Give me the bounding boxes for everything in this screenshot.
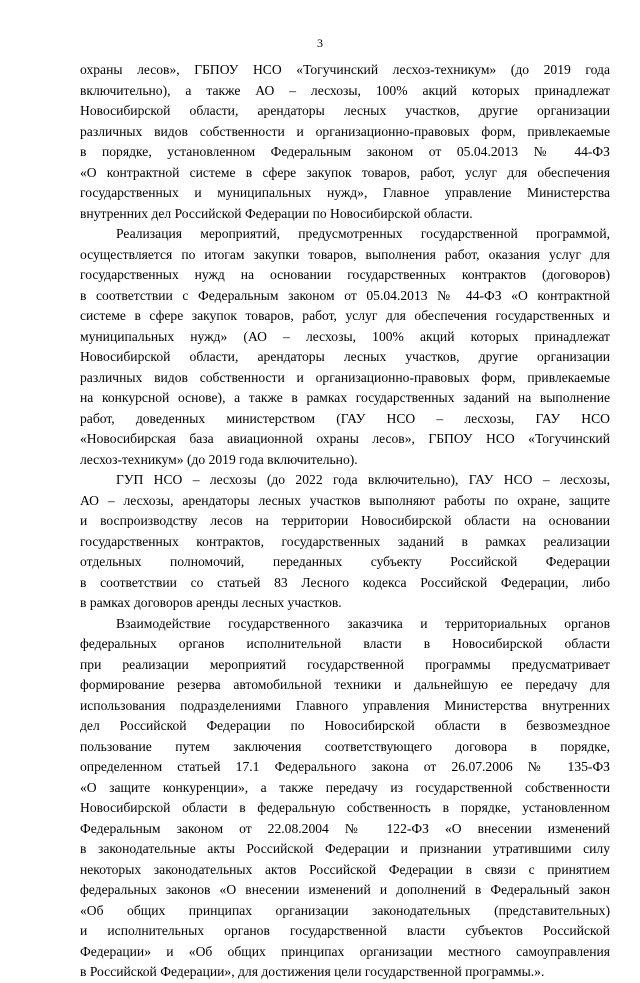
- text-line: определенном статьей 17.1 Федерального закона от 26.07.2006 № 135-ФЗ: [80, 759, 610, 774]
- text-line: в рамках договоров аренды лесных участков.: [80, 595, 342, 610]
- text-line: использования подразделениями Главного управления Министерства внутренних: [80, 697, 610, 713]
- text-line: Новосибирской области, арендаторы лесных участков, другие организации: [80, 349, 610, 364]
- text-line: и воспроизводству лесов на территории Новосибирской области на основании: [80, 513, 610, 528]
- text-line: «Новосибирская база авиационной охраны лесов», ГБПОУ НСО «Тогучинский: [80, 431, 610, 446]
- paragraph: [80, 224, 610, 470]
- text-line: охраны лесов», ГБПОУ НСО «Тогучинский лесхоз-техникум» (до 2019 года: [80, 62, 610, 77]
- page-number: 3: [317, 36, 323, 50]
- text-line: в соответствии с Федеральным законом от 05.04.2013 № 44-ФЗ «О контрактной: [80, 287, 610, 303]
- text-line: федеральных законов «О внесении изменений и дополнений в Федеральный закон: [80, 882, 610, 897]
- text-line: «Об общих принципах организации законодательных (представительных): [80, 902, 610, 918]
- text-line: при реализации мероприятий государственной программы предусматривает: [80, 656, 610, 672]
- text-line: АО – лесхозы, арендаторы лесных участков выполняют работы по охране, защите: [80, 492, 610, 508]
- text-line: «О контрактной системе в сфере закупок товаров, работ, услуг для обеспечения: [80, 164, 610, 180]
- text-line: Новосибирской области, арендаторы лесных участков, другие организации: [80, 103, 610, 118]
- text-line: «О защите конкуренции», а также передачу из государственной собственности: [80, 779, 610, 795]
- text-line: государственных нужд на основании государственных контрактов (договоров): [80, 267, 610, 282]
- paragraph: [80, 614, 610, 983]
- text-line: различных видов собственности и организационно-правовых форм, привлекаемые: [80, 369, 610, 385]
- text-line: дел Российской Федерации по Новосибирской области в безвозмездное: [80, 718, 610, 733]
- text-line: муниципальных нужд» (АО – лесхозы, 100% акций которых принадлежат: [80, 328, 610, 344]
- text-line: и исполнительных органов государственной власти субъектов Российской: [80, 923, 610, 938]
- text-line: Новосибирской области в федеральную собственность в порядке, установленном: [80, 800, 610, 815]
- text-line: системе в сфере закупок товаров, работ, услуг для обеспечения государственных и: [80, 308, 610, 323]
- text-line: лесхоз-техникум» (до 2019 года включительно).: [80, 451, 358, 467]
- paragraph: [80, 60, 610, 224]
- text-line: Реализация мероприятий, предусмотренных государственной программой,: [116, 226, 610, 241]
- text-line: в соответствии со статьей 83 Лесного кодекса Российской Федерации, либо: [80, 574, 610, 590]
- text-line: в Российской Федерации», для достижения цели государственной программы.».: [80, 964, 545, 979]
- text-line: работ, доведенных министерством (ГАУ НСО – лесхозы, ГАУ НСО: [80, 410, 610, 426]
- text-line: формирование резерва автомобильной техники и дальнейшую ее передачу для: [80, 677, 610, 692]
- text-line: Взаимодействие государственного заказчика и территориальных органов: [116, 615, 610, 631]
- document-body: [80, 60, 610, 983]
- text-line: в законодательные акты Российской Федерации и признании утратившими силу: [80, 841, 610, 856]
- paragraph: [80, 470, 610, 614]
- text-line: некоторых законодательных актов Российской Федерации в связи с принятием: [80, 861, 610, 877]
- text-line: ГУП НСО – лесхозы (до 2022 года включительно), ГАУ НСО – лесхозы,: [116, 472, 610, 487]
- text-line: отдельных полномочий, переданных субъекту Российской Федерации: [80, 554, 610, 569]
- text-line: государственных и муниципальных нужд», Главное управление Министерства: [80, 185, 610, 200]
- text-line: на конкурсной основе), а также в рамках государственных заданий на выполнение: [80, 390, 610, 405]
- text-line: включительно), а также АО – лесхозы, 100% акций которых принадлежат: [80, 82, 610, 98]
- text-line: в порядке, установленном Федеральным законом от 05.04.2013 № 44-ФЗ: [80, 144, 610, 159]
- text-line: федеральных органов исполнительной власти в Новосибирской области: [80, 636, 610, 651]
- text-line: Федерации» и «Об общих принципах организации местного самоуправления: [80, 943, 610, 959]
- text-line: пользование путем заключения соответствующего договора в порядке,: [80, 738, 610, 754]
- text-line: осуществляется по итогам закупки товаров, выполнения работ, оказания услуг для: [80, 246, 610, 262]
- text-line: внутренних дел Российской Федерации по Новосибирской области.: [80, 205, 473, 221]
- text-line: различных видов собственности и организационно-правовых форм, привлекаемые: [80, 123, 610, 139]
- text-line: Федеральным законом от 22.08.2004 № 122-ФЗ «О внесении изменений: [80, 820, 610, 836]
- text-line: государственных контрактов, государственных заданий в рамках реализации: [80, 533, 610, 549]
